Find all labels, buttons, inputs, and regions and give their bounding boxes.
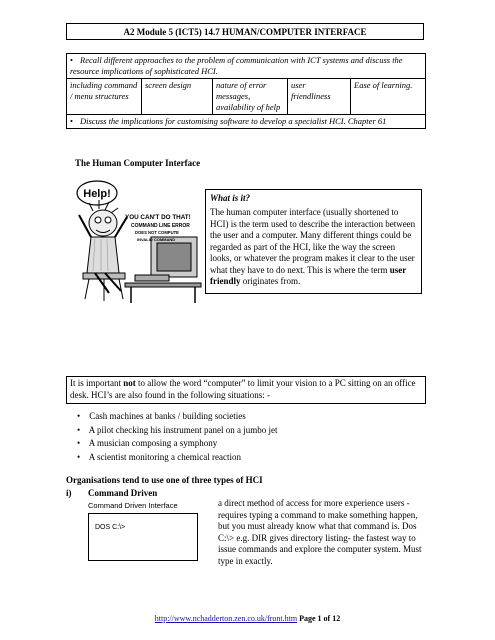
hci-types-heading: Organisations tend to use one of three types of HCI [66, 475, 263, 485]
what-is-it-text [210, 207, 417, 288]
cartoon-line-3: DOES NOT COMPUTE [135, 230, 179, 235]
topic-cell [67, 79, 142, 115]
what-is-it-p2: originates from. [242, 276, 301, 286]
topic-cell [288, 79, 351, 115]
note-text-a: It is important [70, 378, 121, 388]
cartoon-line-4: INVALID COMMAND [137, 237, 176, 242]
section-numeral: i) [66, 488, 72, 498]
situations-note [66, 376, 426, 404]
what-is-it-p1: The human computer interface (usually shortened to HCI) is the term used to describe the interaction between the user and a computer. Many different things could be regarded as part of the HCI, like the way the screen looks, or whatever the program makes it clear to the user what they have to do next. This is where the term [210, 207, 416, 275]
page-footer [0, 614, 495, 623]
page-title: A2 Module 5 (ICT5) 14.7 HUMAN/COMPUTER INTERFACE [66, 23, 424, 40]
what-is-it-heading: What is it? [210, 193, 251, 203]
cartoon-help: Help! [83, 188, 111, 200]
topic-cell [351, 79, 426, 115]
bullet-icon: • [77, 451, 81, 462]
objective-2 [67, 115, 426, 129]
section-title: The Human Computer Interface [75, 158, 201, 168]
list-item-text: Cash machines at banks / building societies [89, 411, 246, 421]
cartoon-line-1: YOU CAN'T DO THAT! [125, 214, 191, 221]
situations-list [77, 410, 277, 464]
topic-cell [213, 79, 288, 115]
list-item [77, 437, 277, 451]
objective-2-text: Discuss the implications for customising software to develop a specialist HCI. Chapter 61 [80, 116, 387, 126]
page-number: Page 1 of 12 [299, 614, 341, 623]
frustrated-user-cartoon [75, 175, 203, 305]
command-panel-title: Command Driven Interface [88, 501, 178, 510]
topic-text: nature of error messages, availability of help [216, 80, 281, 112]
bullet-icon: • [77, 411, 81, 421]
topic-cell [142, 79, 213, 115]
bullet-icon: • [77, 424, 81, 435]
list-item [77, 451, 277, 465]
cartoon-line-2: COMMAND LINE ERROR [131, 223, 190, 229]
objective-1 [67, 54, 426, 79]
what-is-it-box [205, 189, 422, 294]
bullet-icon: • [70, 55, 73, 65]
note-text-b: to allow the word “computer” to limit your vision to a PC sitting on an office desk. HCI’s are also found in the following situations: - [70, 378, 416, 400]
topic-text: screen design [145, 80, 192, 90]
list-item-text: A scientist monitoring a chemical reaction [88, 451, 241, 462]
objectives-table [66, 53, 426, 129]
topic-text: including command / menu structures [70, 80, 138, 101]
command-driven-description: a direct method of access for more experience users - requires typing a command to make something happen, but you must already know what that command is. Dos C:\> e.g. DIR gives directory listing- the fastest way to issue commands and explore the computer system. Must type in exactly. [218, 498, 422, 566]
list-item [77, 410, 277, 424]
note-emphasis: not [123, 378, 136, 388]
user-friendly-term: user friendly [210, 264, 407, 286]
topic-text: user friendliness [291, 80, 331, 101]
site-link[interactable]: http://www.nchadderton.zen.co.uk/front.htm [154, 614, 298, 623]
command-prompt-panel [88, 513, 198, 561]
list-item-text: A pilot checking his instrument panel on a jumbo jet [88, 424, 278, 435]
objective-1-text: Recall different approaches to the problem of communication with ICT systems and discuss the resource implications of sophisticated HCI. [70, 55, 403, 76]
bullet-icon: • [70, 116, 73, 126]
topic-text: Ease of learning. [354, 80, 413, 90]
bullet-icon: • [77, 438, 81, 448]
command-driven-heading: Command Driven [88, 488, 158, 498]
dos-prompt: DOS C:\> [95, 524, 126, 531]
list-item [77, 424, 277, 438]
list-item-text: A musician composing a symphony [88, 438, 218, 448]
